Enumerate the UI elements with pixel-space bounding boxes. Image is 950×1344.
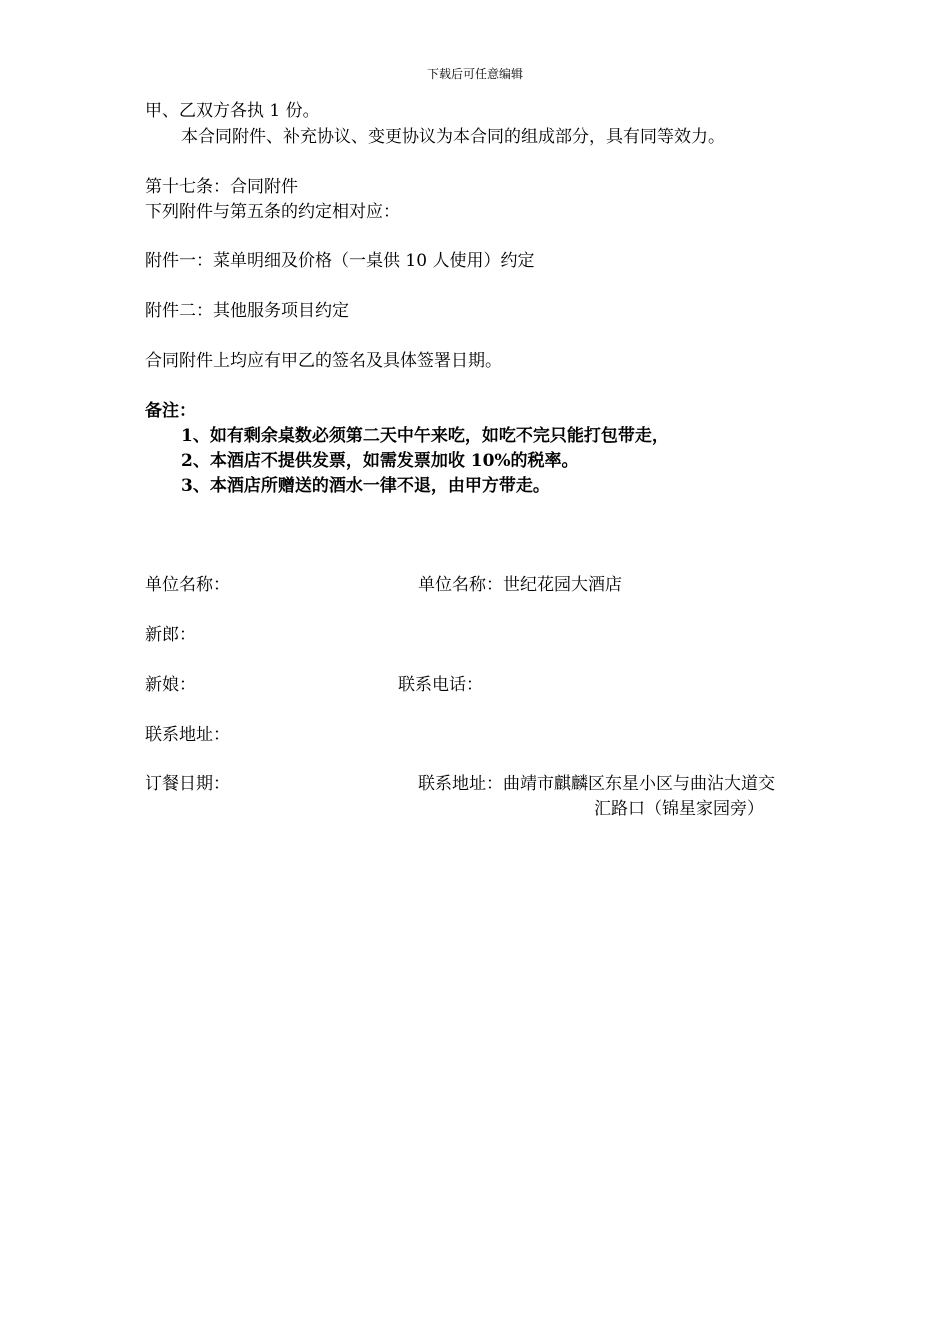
party-a-unit-label: 单位名称：: [145, 575, 230, 595]
attachments-validity-clause: 本合同附件、补充协议、变更协议为本合同的组成部分，具有同等效力。: [181, 127, 725, 147]
article-17-intro: 下列附件与第五条的约定相对应：: [145, 202, 400, 222]
party-b-address-continued: 汇路口（锦星家园旁）: [594, 799, 764, 819]
bride-label: 新娘：: [145, 675, 196, 695]
party-b-unit: 单位名称：世纪花园大酒店: [418, 575, 622, 595]
remark-item: 3、本酒店所赠送的酒水一律不退，由甲方带走。: [181, 476, 550, 496]
contact-phone-label: 联系电话：: [398, 675, 483, 695]
remark-item: 1、如有剩余桌数必须第二天中午来吃，如吃不完只能打包带走，: [181, 426, 669, 446]
groom-label: 新郎：: [145, 625, 196, 645]
signature-note: 合同附件上均应有甲乙的签名及具体签署日期。: [145, 351, 502, 371]
party-a-address-label: 联系地址：: [145, 725, 230, 745]
remarks-title: 备注：: [145, 401, 196, 421]
attachment-1: 附件一：菜单明细及价格（一桌供 10 人使用）约定: [145, 251, 535, 271]
remark-item: 2、本酒店不提供发票，如需发票加收 10%的税率。: [181, 451, 579, 471]
order-date-label: 订餐日期：: [145, 774, 230, 794]
copies-clause: 甲、乙双方各执 1 份。: [145, 101, 320, 121]
attachment-2: 附件二：其他服务项目约定: [145, 301, 349, 321]
article-17-title: 第十七条：合同附件: [145, 177, 298, 197]
party-b-address: 联系地址：曲靖市麒麟区东星小区与曲沾大道交: [418, 774, 775, 794]
header-note: 下载后可任意编辑: [426, 67, 523, 81]
